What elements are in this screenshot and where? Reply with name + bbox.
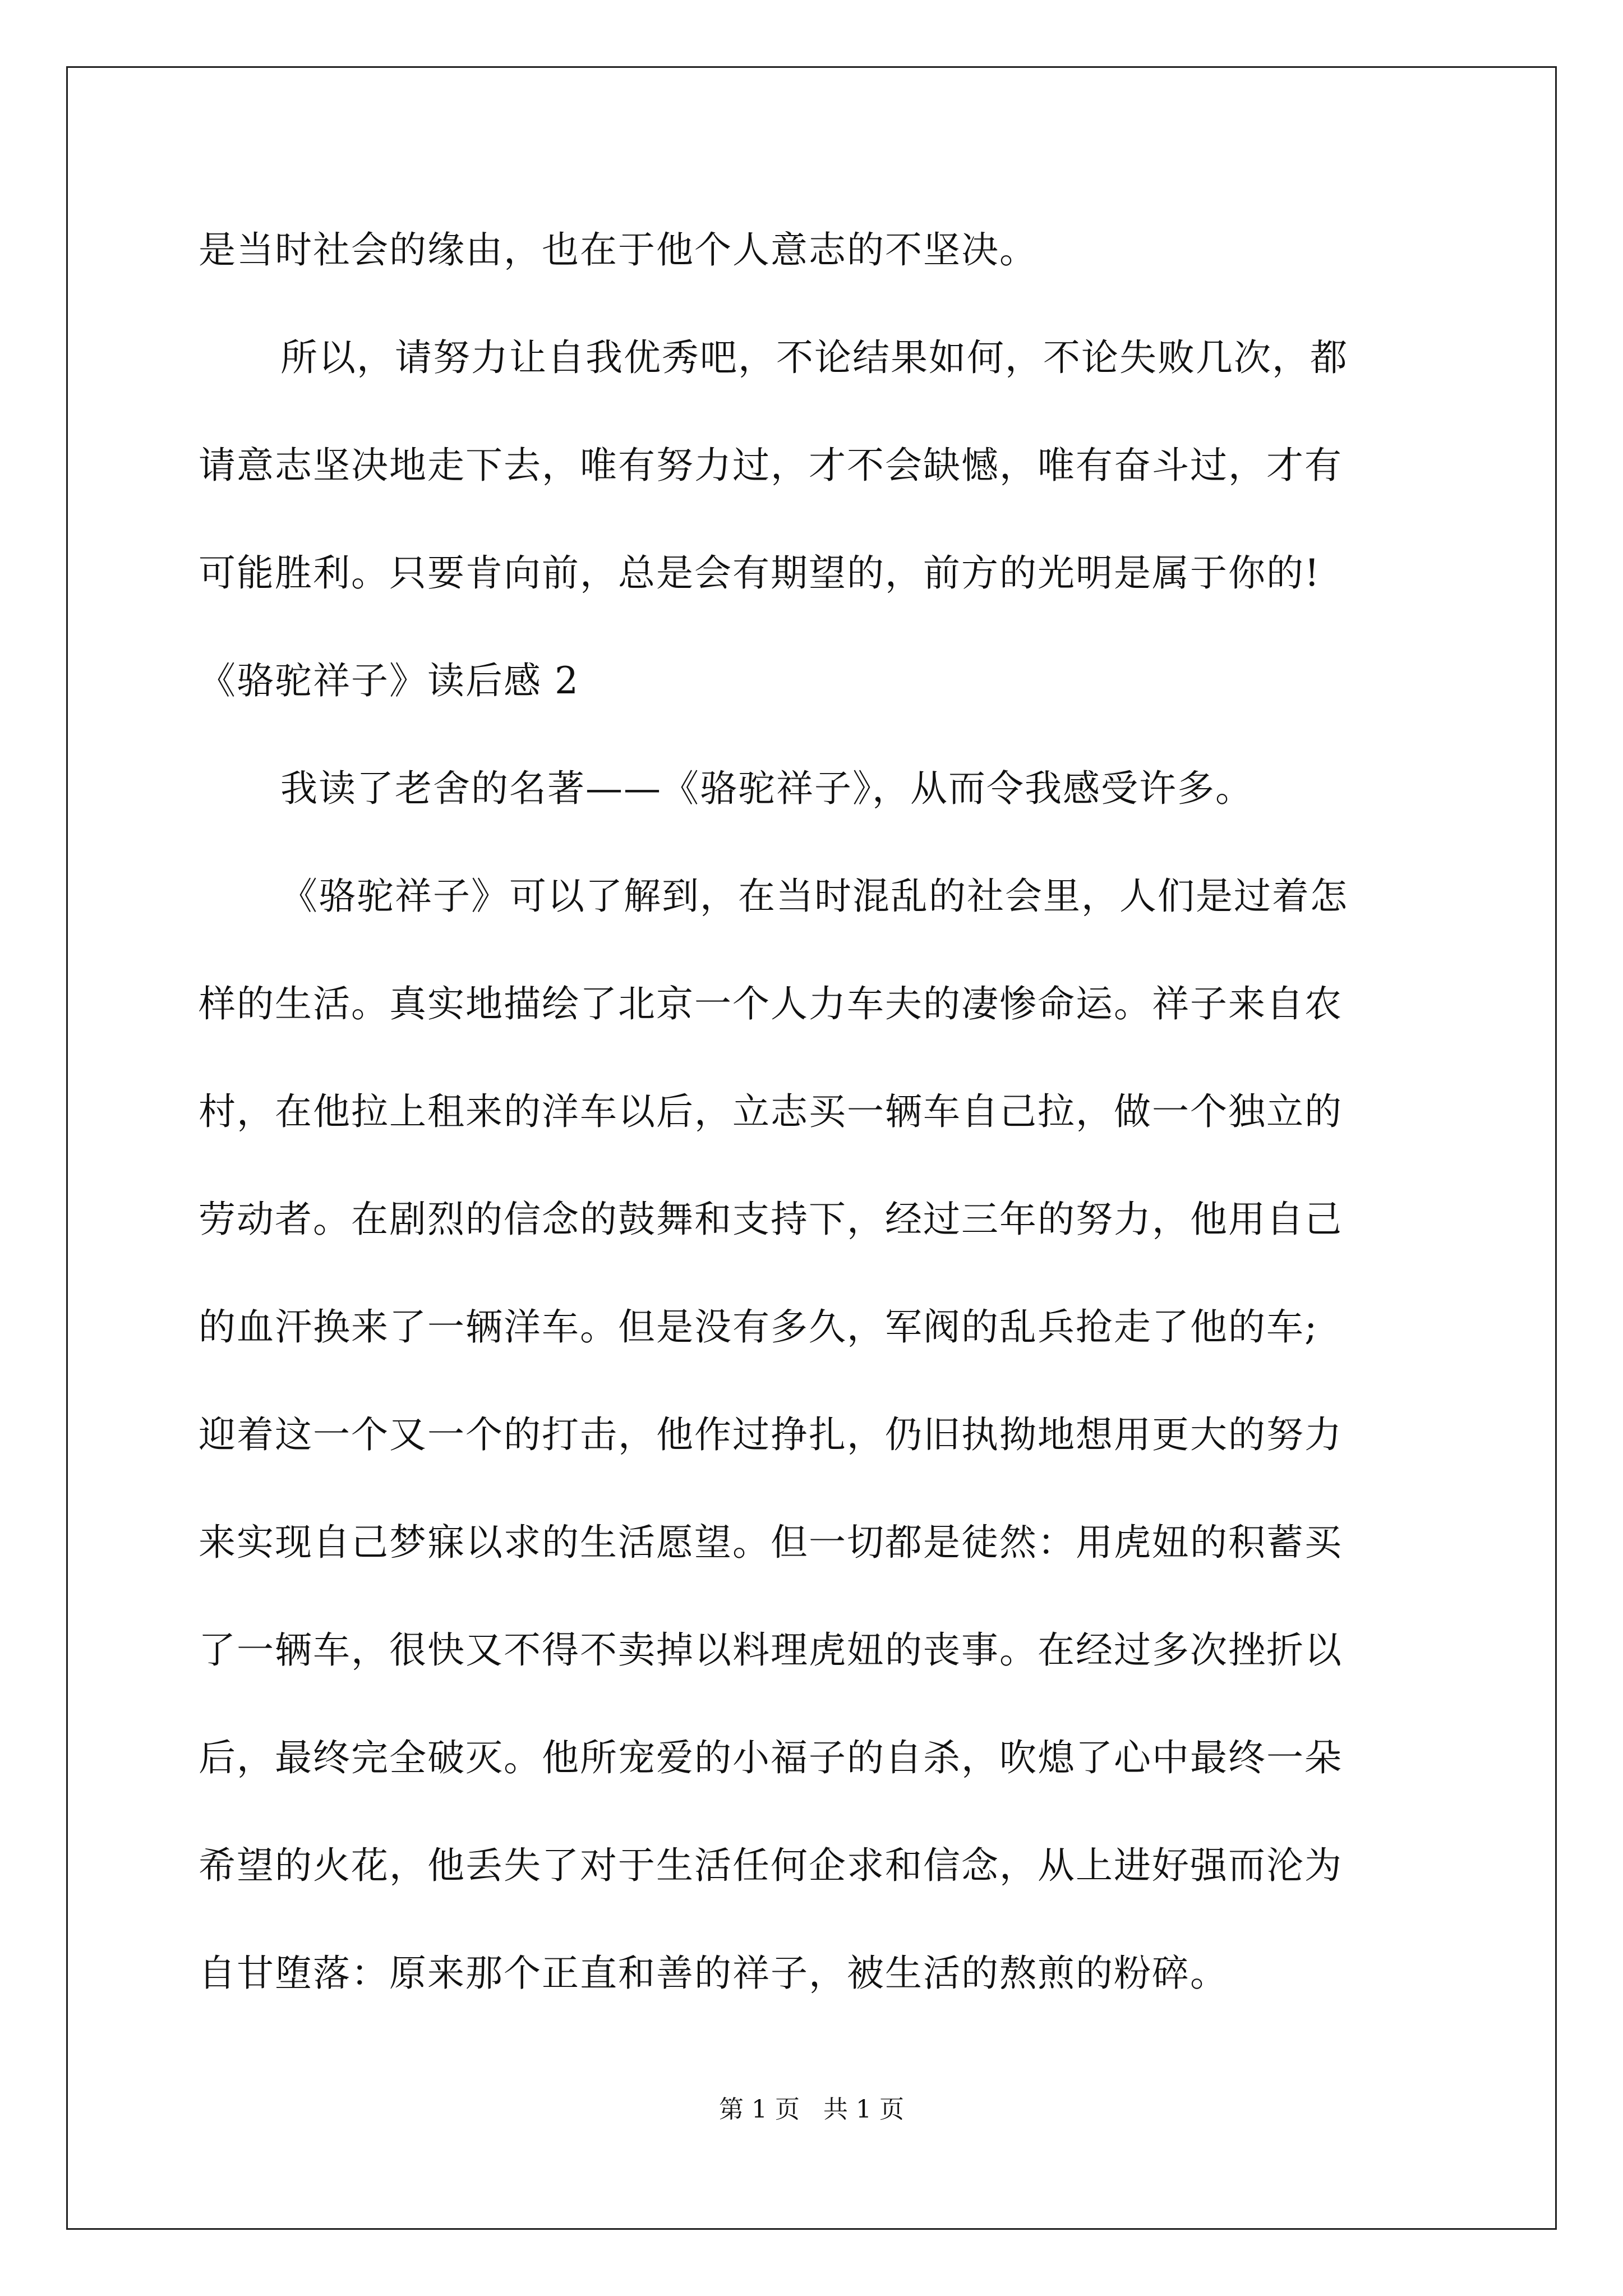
text-line: 可能胜利。只要肯向前，总是会有期望的，前方的光明是属于你的! — [199, 551, 1321, 595]
text-line: 希望的火花，他丢失了对于生活任何企求和信念，从上进好强而沦为 — [199, 1844, 1343, 1887]
text-line: 了一辆车，很快又不得不卖掉以料理虎妞的丧事。在经过多次挫折以 — [199, 1628, 1343, 1672]
text-line: 所以，请努力让自我优秀吧，不论结果如何，不论失败几次，都 — [280, 336, 1348, 379]
text-line: 村，在他拉上租来的洋车以后，立志买一辆车自己拉，做一个独立的 — [199, 1090, 1343, 1133]
page-border — [66, 66, 1557, 2230]
text-line: 迎着这一个又一个的打击，他作过挣扎，仍旧执拗地想用更大的努力 — [199, 1413, 1343, 1456]
text-line: 请意志坚决地走下去，唯有努力过，才不会缺憾，唯有奋斗过，才有 — [199, 444, 1343, 487]
text-line: 自甘堕落：原来那个正直和善的祥子，被生活的熬煎的粉碎。 — [199, 1952, 1228, 1995]
text-line: 劳动者。在剧烈的信念的鼓舞和支持下，经过三年的努力，他用自己 — [199, 1198, 1343, 1241]
text-line: 后，最终完全破灭。他所宠爱的小福子的自杀，吹熄了心中最终一朵 — [199, 1736, 1343, 1779]
text-line: 样的生活。真实地描绘了北京一个人力车夫的凄惨命运。祥子来自农 — [199, 982, 1343, 1025]
text-line: 我读了老舍的名著——《骆驼祥子》，从而令我感受许多。 — [280, 767, 1253, 810]
section-heading: 《骆驼祥子》读后感 2 — [199, 659, 579, 702]
text-line: 《骆驼祥子》可以了解到，在当时混乱的社会里，人们是过着怎 — [280, 875, 1348, 918]
page-number-footer: 第 1 页 共 1 页 — [719, 2095, 904, 2124]
text-line: 来实现自己梦寐以求的生活愿望。但一切都是徒然：用虎妞的积蓄买 — [199, 1521, 1343, 1564]
text-line: 的血汗换来了一辆洋车。但是没有多久，军阀的乱兵抢走了他的车; — [199, 1305, 1318, 1349]
text-line: 是当时社会的缘由，也在于他个人意志的不坚决。 — [199, 228, 1038, 272]
